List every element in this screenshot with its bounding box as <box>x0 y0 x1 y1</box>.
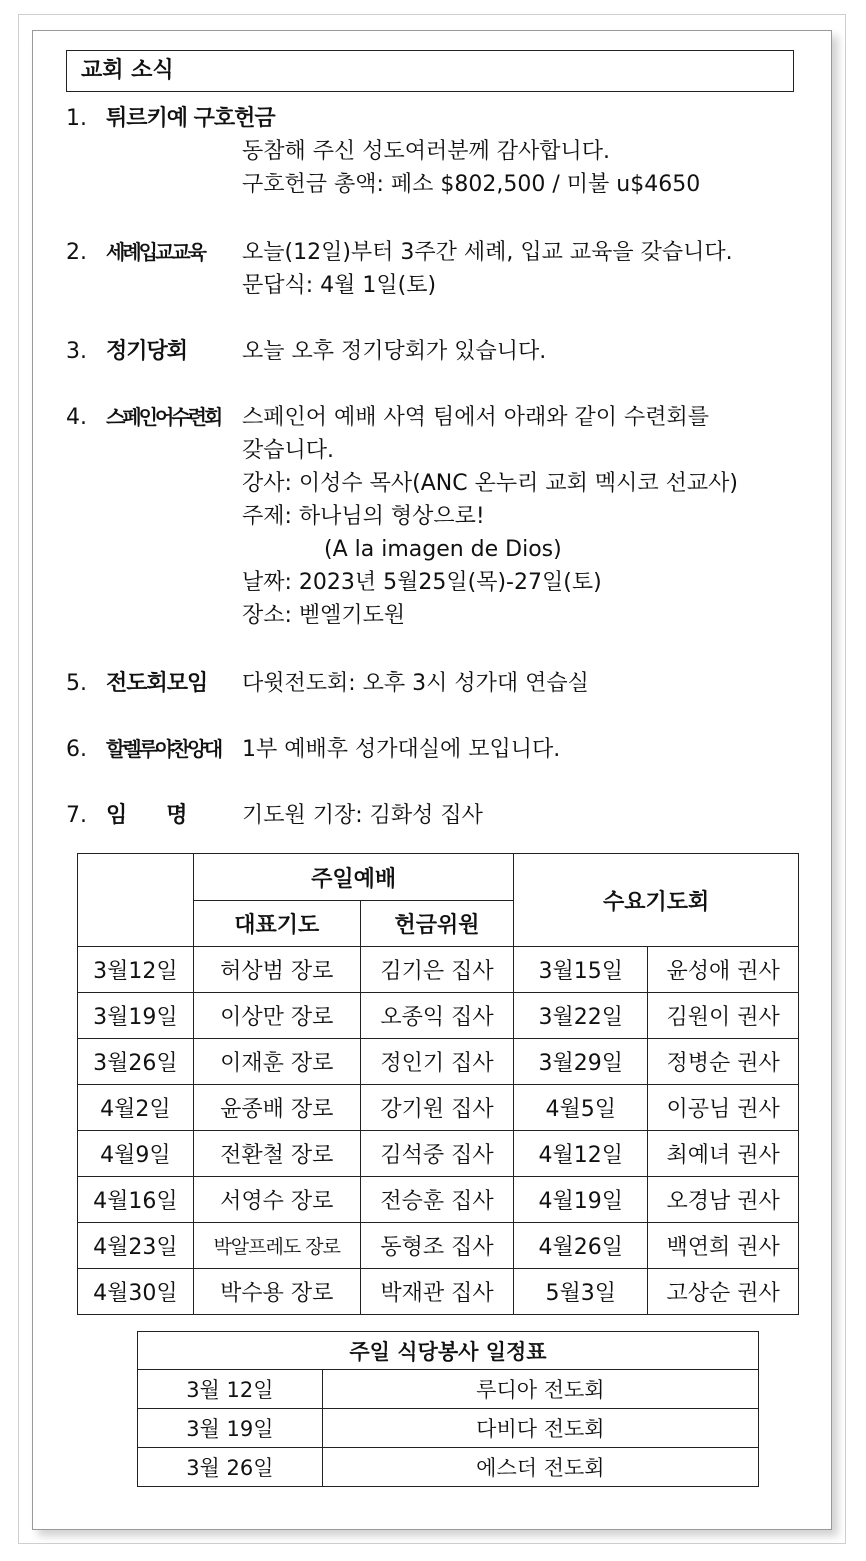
kitchen-date-cell: 3월 26일 <box>138 1448 323 1487</box>
table-row <box>78 1177 799 1223</box>
item-line: 동참해 주신 성도여러분께 감사합니다. <box>242 139 611 164</box>
prayer-leader-cell: 서영수 장로 <box>193 1177 360 1223</box>
item-title: 스페인어수련회 <box>106 405 221 429</box>
kitchen-service-table <box>137 1331 759 1487</box>
wednesday-date-cell: 4월19일 <box>514 1177 648 1223</box>
item-number: 4. <box>66 405 87 430</box>
sunday-date-cell: 4월30일 <box>78 1269 194 1315</box>
item-line: 스페인어 예배 사역 팀에서 아래와 같이 수련회를 <box>242 405 710 430</box>
item-body <box>242 236 812 302</box>
item-title: 세례입교교육 <box>106 240 204 264</box>
prayer-leader-cell: 박수용 장로 <box>193 1269 360 1315</box>
table-row <box>78 1131 799 1177</box>
item-line: 갖습니다. <box>242 438 335 463</box>
wednesday-leader-cell: 오경남 권사 <box>648 1177 799 1223</box>
table-row <box>78 1085 799 1131</box>
sunday-date-cell: 3월26일 <box>78 1039 194 1085</box>
item-line: 기도원 기장: 김화성 집사 <box>242 803 483 828</box>
item-body <box>242 335 812 368</box>
sunday-date-cell: 4월16일 <box>78 1177 194 1223</box>
wednesday-date-cell: 4월5일 <box>514 1085 648 1131</box>
offering-member-cell: 동형조 집사 <box>360 1223 514 1269</box>
prayer-leader-cell: 박알프레도 장로 <box>193 1223 360 1269</box>
section-title: 교회 소식 <box>66 50 794 92</box>
item-line: 문답식: 4월 1일(토) <box>242 273 437 298</box>
table-row <box>138 1409 759 1448</box>
item-line: 강사: 이성수 목사(ANC 온누리 교회 멕시코 선교사) <box>242 471 738 496</box>
offering-member-cell: 박재관 집사 <box>360 1269 514 1315</box>
item-line: 다윗전도회: 오후 3시 성가대 연습실 <box>242 671 589 696</box>
offering-member-cell: 김석중 집사 <box>360 1131 514 1177</box>
table-row <box>138 1370 759 1409</box>
prayer-leader-cell: 이재훈 장로 <box>193 1039 360 1085</box>
table-row <box>78 1039 799 1085</box>
wednesday-leader-cell: 최예녀 권사 <box>648 1131 799 1177</box>
prayer-leader-cell: 허상범 장로 <box>193 947 360 993</box>
offering-column-header: 헌금위원 <box>360 901 514 947</box>
kitchen-date-cell: 3월 12일 <box>138 1370 323 1409</box>
item-line: 오늘 오후 정기당회가 있습니다. <box>242 339 547 364</box>
item-number: 1. <box>66 106 87 131</box>
offering-member-cell: 김기은 집사 <box>360 947 514 993</box>
item-body <box>242 667 812 700</box>
sunday-date-cell: 4월2일 <box>78 1085 194 1131</box>
item-line: 오늘(12일)부터 3주간 세례, 입교 교육을 갖습니다. <box>242 240 733 265</box>
item-number: 3. <box>66 339 87 364</box>
wednesday-prayer-header: 수요기도회 <box>514 854 799 947</box>
wednesday-leader-cell: 이공님 권사 <box>648 1085 799 1131</box>
sunday-date-cell: 4월23일 <box>78 1223 194 1269</box>
item-body <box>242 799 812 832</box>
table-row <box>78 1223 799 1269</box>
kitchen-table-title: 주일 식당봉사 일정표 <box>138 1332 759 1370</box>
item-body <box>242 401 812 632</box>
item-title: 정기당회 <box>106 339 188 364</box>
prayer-leader-cell: 이상만 장로 <box>193 993 360 1039</box>
kitchen-group-cell: 에스더 전도회 <box>322 1448 758 1487</box>
corner-cell <box>78 854 194 947</box>
item-title: 튀르키예 구호헌금 <box>106 106 275 131</box>
offering-member-cell: 오종익 집사 <box>360 993 514 1039</box>
item-number: 6. <box>66 737 87 762</box>
item-line: 1부 예배후 성가대실에 모입니다. <box>242 737 561 762</box>
wednesday-date-cell: 3월15일 <box>514 947 648 993</box>
prayer-leader-cell: 전환철 장로 <box>193 1131 360 1177</box>
kitchen-date-cell: 3월 19일 <box>138 1409 323 1448</box>
wednesday-leader-cell: 고상순 권사 <box>648 1269 799 1315</box>
sunday-date-cell: 4월9일 <box>78 1131 194 1177</box>
wednesday-date-cell: 3월29일 <box>514 1039 648 1085</box>
item-line: 구호헌금 총액: 페소 $802,500 / 미불 u$4650 <box>242 172 701 197</box>
item-line: 장소: 벧엘기도원 <box>242 603 406 628</box>
sunday-date-cell: 3월19일 <box>78 993 194 1039</box>
item-line: 날짜: 2023년 5월25일(목)-27일(토) <box>242 570 602 595</box>
offering-member-cell: 전승훈 집사 <box>360 1177 514 1223</box>
table-row <box>138 1448 759 1487</box>
wednesday-leader-cell: 백연희 권사 <box>648 1223 799 1269</box>
kitchen-group-cell: 다비다 전도회 <box>322 1409 758 1448</box>
item-line: (A la imagen de Dios) <box>324 537 562 562</box>
item-title: 전도회모임 <box>106 671 208 696</box>
item-line: 주제: 하나님의 형상으로! <box>242 504 485 529</box>
table-row <box>78 993 799 1039</box>
kitchen-group-cell: 루디아 전도회 <box>322 1370 758 1409</box>
table-row <box>78 947 799 993</box>
wednesday-date-cell: 4월26일 <box>514 1223 648 1269</box>
sunday-date-cell: 3월12일 <box>78 947 194 993</box>
prayer-leader-cell: 윤종배 장로 <box>193 1085 360 1131</box>
item-title: 임 명 <box>106 803 187 828</box>
item-body <box>242 135 812 201</box>
wednesday-leader-cell: 정병순 권사 <box>648 1039 799 1085</box>
wednesday-leader-cell: 윤성애 권사 <box>648 947 799 993</box>
worship-schedule-table <box>77 853 799 1315</box>
item-number: 5. <box>66 671 87 696</box>
sunday-worship-header: 주일예배 <box>193 854 514 901</box>
table-row <box>78 1269 799 1315</box>
item-body <box>242 733 812 766</box>
wednesday-leader-cell: 김원이 권사 <box>648 993 799 1039</box>
item-number: 7. <box>66 803 87 828</box>
wednesday-date-cell: 3월22일 <box>514 993 648 1039</box>
item-number: 2. <box>66 240 87 265</box>
item-title: 할렐루야찬양대 <box>106 737 221 761</box>
prayer-column-header: 대표기도 <box>193 901 360 947</box>
offering-member-cell: 강기원 집사 <box>360 1085 514 1131</box>
offering-member-cell: 정인기 집사 <box>360 1039 514 1085</box>
wednesday-date-cell: 5월3일 <box>514 1269 648 1315</box>
wednesday-date-cell: 4월12일 <box>514 1131 648 1177</box>
